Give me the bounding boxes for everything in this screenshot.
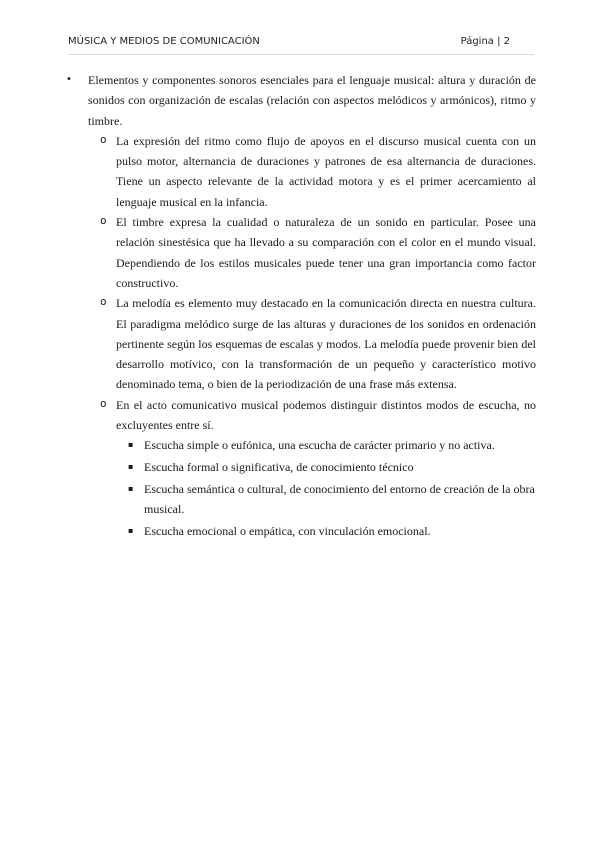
sub-bullet-item-rhythm bbox=[88, 131, 536, 212]
listening-mode-item bbox=[116, 479, 536, 520]
listening-mode-item bbox=[116, 457, 536, 477]
listening-modes-list bbox=[116, 435, 536, 541]
square-bullet-marker: ▪ bbox=[128, 526, 134, 536]
listening-mode-item bbox=[116, 521, 536, 541]
page-header bbox=[68, 36, 510, 52]
square-bullet-marker: ▪ bbox=[128, 483, 134, 493]
listening-mode-text: Escucha emocional o empática, con vinculación emocional. bbox=[144, 524, 431, 539]
sub-bullet-text-timbre: El timbre expresa la cualidad o naturaleza de un sonido en particular. Posee una relación sinestésica que ha llevado a su comparación con el color en el mundo visual. Dependiendo de los estilos musicales puede tener una gran importancia como factor constructivo. bbox=[116, 215, 536, 290]
header-title: MÚSICA Y MEDIOS DE COMUNICACIÓN bbox=[68, 36, 260, 47]
square-bullet-marker: ▪ bbox=[128, 440, 134, 450]
header-page-number: Página | 2 bbox=[460, 36, 510, 47]
listening-mode-item bbox=[116, 435, 536, 455]
sub-bullet-item-listening bbox=[88, 395, 536, 542]
header-divider bbox=[68, 54, 534, 55]
sub-bullet-text-listening: En el acto comunicativo musical podemos distinguir distintos modos de escucha, no excluyentes entre sí. bbox=[116, 397, 536, 433]
main-bullet-list bbox=[66, 70, 536, 541]
sub-bullet-marker: o bbox=[100, 214, 107, 228]
listening-mode-text: Escucha semántica o cultural, de conocimiento del entorno de creación de la obra musical. bbox=[144, 481, 535, 517]
listening-mode-text: Escucha formal o significativa, de conocimiento técnico bbox=[144, 460, 414, 475]
sub-bullet-text-melody: La melodía es elemento muy destacado en la comunicación directa en nuestra cultura. El paradigma melódico surge de las alturas y duraciones de los sonidos en ordenación pertinente según los esquemas de escalas y modos. La melodía puede provenir bien del desarrollo motívico, con la transformación de un pequeño y característico motivo denominado tema, o bien de la periodización de una frase más extensa. bbox=[116, 296, 536, 392]
sub-bullet-item-timbre bbox=[88, 212, 536, 293]
main-bullet-item bbox=[66, 70, 536, 541]
sub-bullet-marker: o bbox=[100, 396, 107, 410]
main-bullet-text: Elementos y componentes sonoros esenciales para el lenguaje musical: altura y duración de sonidos con organización de escalas (relación con aspectos melódicos y armónicos), ritmo y timbre. bbox=[88, 73, 536, 128]
sub-bullet-list bbox=[88, 131, 536, 541]
sub-bullet-marker: o bbox=[100, 132, 107, 146]
bullet-marker: • bbox=[66, 74, 72, 85]
sub-bullet-text-rhythm: La expresión del ritmo como flujo de apoyos en el discurso musical cuenta con un pulso motor, alternancia de duraciones y patrones de esa alternancia de duraciones. Tiene un aspecto relevante de la actividad motora y es el primer acercamiento al lenguaje musical en la infancia. bbox=[116, 133, 536, 209]
square-bullet-marker: ▪ bbox=[128, 462, 134, 472]
sub-bullet-item-melody bbox=[88, 293, 536, 394]
sub-bullet-marker: o bbox=[100, 295, 107, 309]
document-body bbox=[66, 70, 536, 543]
listening-mode-text: Escucha simple o eufónica, una escucha de carácter primario y no activa. bbox=[144, 438, 495, 453]
